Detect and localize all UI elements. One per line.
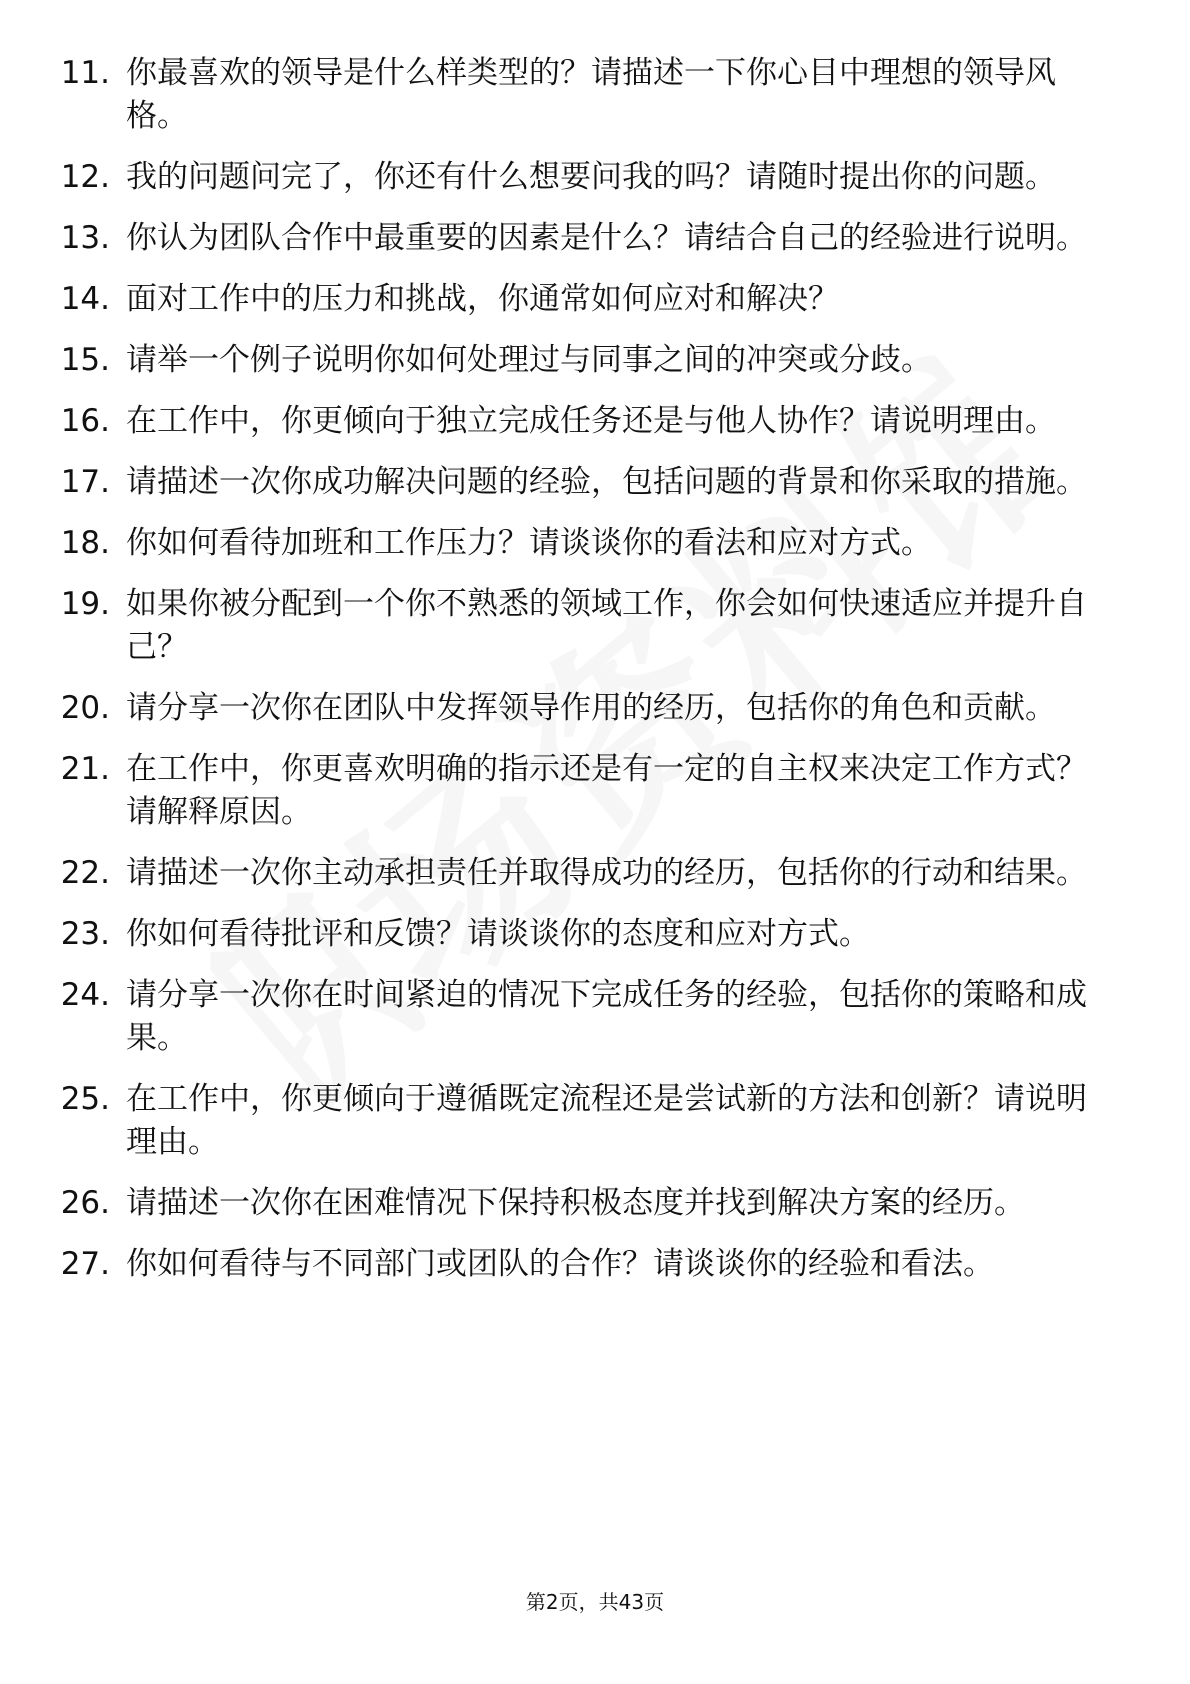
question-number: 12. xyxy=(60,159,110,195)
question-item-17 xyxy=(0,461,1190,504)
question-text: 你认为团队合作中最重要的因素是什么？请结合自己的经验进行说明。 xyxy=(126,220,1087,256)
question-text: 请分享一次你在团队中发挥领导作用的经历，包括你的角色和贡献。 xyxy=(126,690,1056,726)
question-text: 你如何看待批评和反馈？请谈谈你的态度和应对方式。 xyxy=(126,916,870,952)
question-number: 26. xyxy=(60,1185,110,1221)
question-text: 在工作中，你更喜欢明确的指示还是有一定的自主权来决定工作方式？请解释原因。 xyxy=(126,751,1087,830)
question-number: 27. xyxy=(60,1246,110,1282)
question-number: 25. xyxy=(60,1081,110,1117)
page-number-label: 第2页，共43页 xyxy=(525,1590,665,1614)
question-text: 如果你被分配到一个你不熟悉的领域工作，你会如何快速适应并提升自己？ xyxy=(126,586,1087,665)
question-list xyxy=(0,52,1190,1304)
question-number: 21. xyxy=(60,751,110,787)
question-text: 在工作中，你更倾向于独立完成任务还是与他人协作？请说明理由。 xyxy=(126,403,1056,439)
question-item-26 xyxy=(0,1182,1190,1225)
question-item-19 xyxy=(0,583,1190,669)
question-item-22 xyxy=(0,852,1190,895)
question-text: 我的问题问完了，你还有什么想要问我的吗？请随时提出你的问题。 xyxy=(126,159,1056,195)
question-item-25 xyxy=(0,1078,1190,1164)
question-item-23 xyxy=(0,913,1190,956)
question-number: 13. xyxy=(60,220,110,256)
question-number: 18. xyxy=(60,525,110,561)
question-number: 16. xyxy=(60,403,110,439)
question-item-16 xyxy=(0,400,1190,443)
question-text: 请描述一次你主动承担责任并取得成功的经历，包括你的行动和结果。 xyxy=(126,855,1087,891)
question-item-14 xyxy=(0,278,1190,321)
question-number: 24. xyxy=(60,977,110,1013)
question-text: 你如何看待与不同部门或团队的合作？请谈谈你的经验和看法。 xyxy=(126,1246,994,1282)
question-item-11 xyxy=(0,52,1190,138)
question-item-18 xyxy=(0,522,1190,565)
question-item-15 xyxy=(0,339,1190,382)
question-number: 20. xyxy=(60,690,110,726)
question-number: 19. xyxy=(60,586,110,622)
question-number: 14. xyxy=(60,281,110,317)
question-text: 你如何看待加班和工作压力？请谈谈你的看法和应对方式。 xyxy=(126,525,932,561)
question-text: 请描述一次你在困难情况下保持积极态度并找到解决方案的经历。 xyxy=(126,1185,1025,1221)
question-number: 11. xyxy=(60,55,110,91)
page-footer xyxy=(0,1588,1190,1616)
question-text: 你最喜欢的领导是什么样类型的？请描述一下你心目中理想的领导风格。 xyxy=(126,55,1056,134)
question-text: 请描述一次你成功解决问题的经验，包括问题的背景和你采取的措施。 xyxy=(126,464,1087,500)
question-number: 22. xyxy=(60,855,110,891)
question-text: 请分享一次你在时间紧迫的情况下完成任务的经验，包括你的策略和成果。 xyxy=(126,977,1087,1056)
question-text: 面对工作中的压力和挑战，你通常如何应对和解决？ xyxy=(126,281,839,317)
question-item-27 xyxy=(0,1243,1190,1286)
question-item-20 xyxy=(0,687,1190,730)
question-text: 请举一个例子说明你如何处理过与同事之间的冲突或分歧。 xyxy=(126,342,932,378)
question-number: 15. xyxy=(60,342,110,378)
question-text: 在工作中，你更倾向于遵循既定流程还是尝试新的方法和创新？请说明理由。 xyxy=(126,1081,1087,1160)
question-number: 23. xyxy=(60,916,110,952)
question-number: 17. xyxy=(60,464,110,500)
question-item-13 xyxy=(0,217,1190,260)
question-item-24 xyxy=(0,974,1190,1060)
question-item-12 xyxy=(0,156,1190,199)
question-item-21 xyxy=(0,748,1190,834)
